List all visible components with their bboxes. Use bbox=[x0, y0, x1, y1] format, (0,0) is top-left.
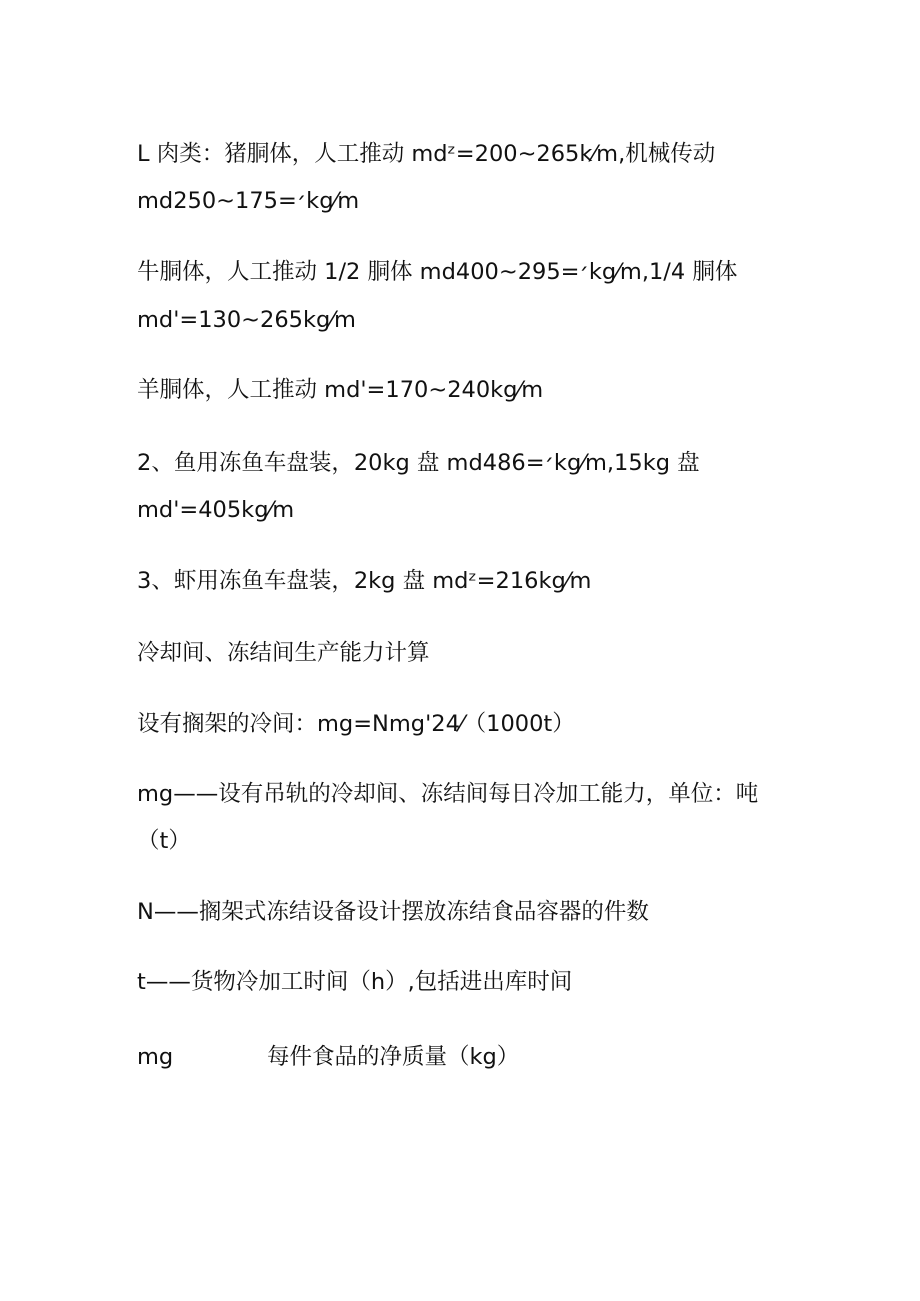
text-line-shrimp: 3、虾用冻鱼车盘装，2kg 盘 mdᶻ=216kg⁄m bbox=[137, 568, 592, 594]
definition-t: t——货物冷加工时间（h）,包括进出库时间 bbox=[137, 969, 573, 995]
text-line-pork-mechanical: md׳=175~250kg⁄m bbox=[137, 188, 360, 214]
text-line-beef-quarter: md'=130~265kg⁄m bbox=[137, 307, 356, 333]
definition-mg-prime bbox=[137, 1042, 519, 1072]
text-line-meat-pork: L 肉类：猪胴体，人工推动 mdᶻ=200~265k⁄m,机械传动 bbox=[137, 141, 716, 167]
section-heading-capacity: 冷却间、冻结间生产能力计算 bbox=[137, 640, 430, 666]
definition-mg-unit: （t） bbox=[137, 828, 191, 854]
definition-text: 每件食品的净质量（kg） bbox=[267, 1044, 520, 1070]
definition-n: N——搁架式冻结设备设计摆放冻结食品容器的件数 bbox=[137, 899, 649, 925]
definition-mg: mg——设有吊轨的冷却间、冻结间每日冷加工能力，单位：吨 bbox=[137, 781, 759, 807]
text-line-fish: 2、鱼用冻鱼车盘装，20kg 盘 md׳=486kg⁄m,15kg 盘 bbox=[137, 450, 700, 476]
text-line-fish-15kg: md'=405kg⁄m bbox=[137, 497, 295, 523]
text-line-mutton: 羊胴体，人工推动 md'=170~240kg⁄m bbox=[137, 377, 544, 403]
formula-line: 设有搁架的冷间：mg=Nmg'24⁄（1000t） bbox=[137, 711, 575, 737]
text-line-beef: 牛胴体，人工推动 1/2 胴体 md׳=295~400kg⁄m,1/4 胴体 bbox=[137, 259, 738, 285]
definition-term: mg bbox=[137, 1044, 174, 1070]
